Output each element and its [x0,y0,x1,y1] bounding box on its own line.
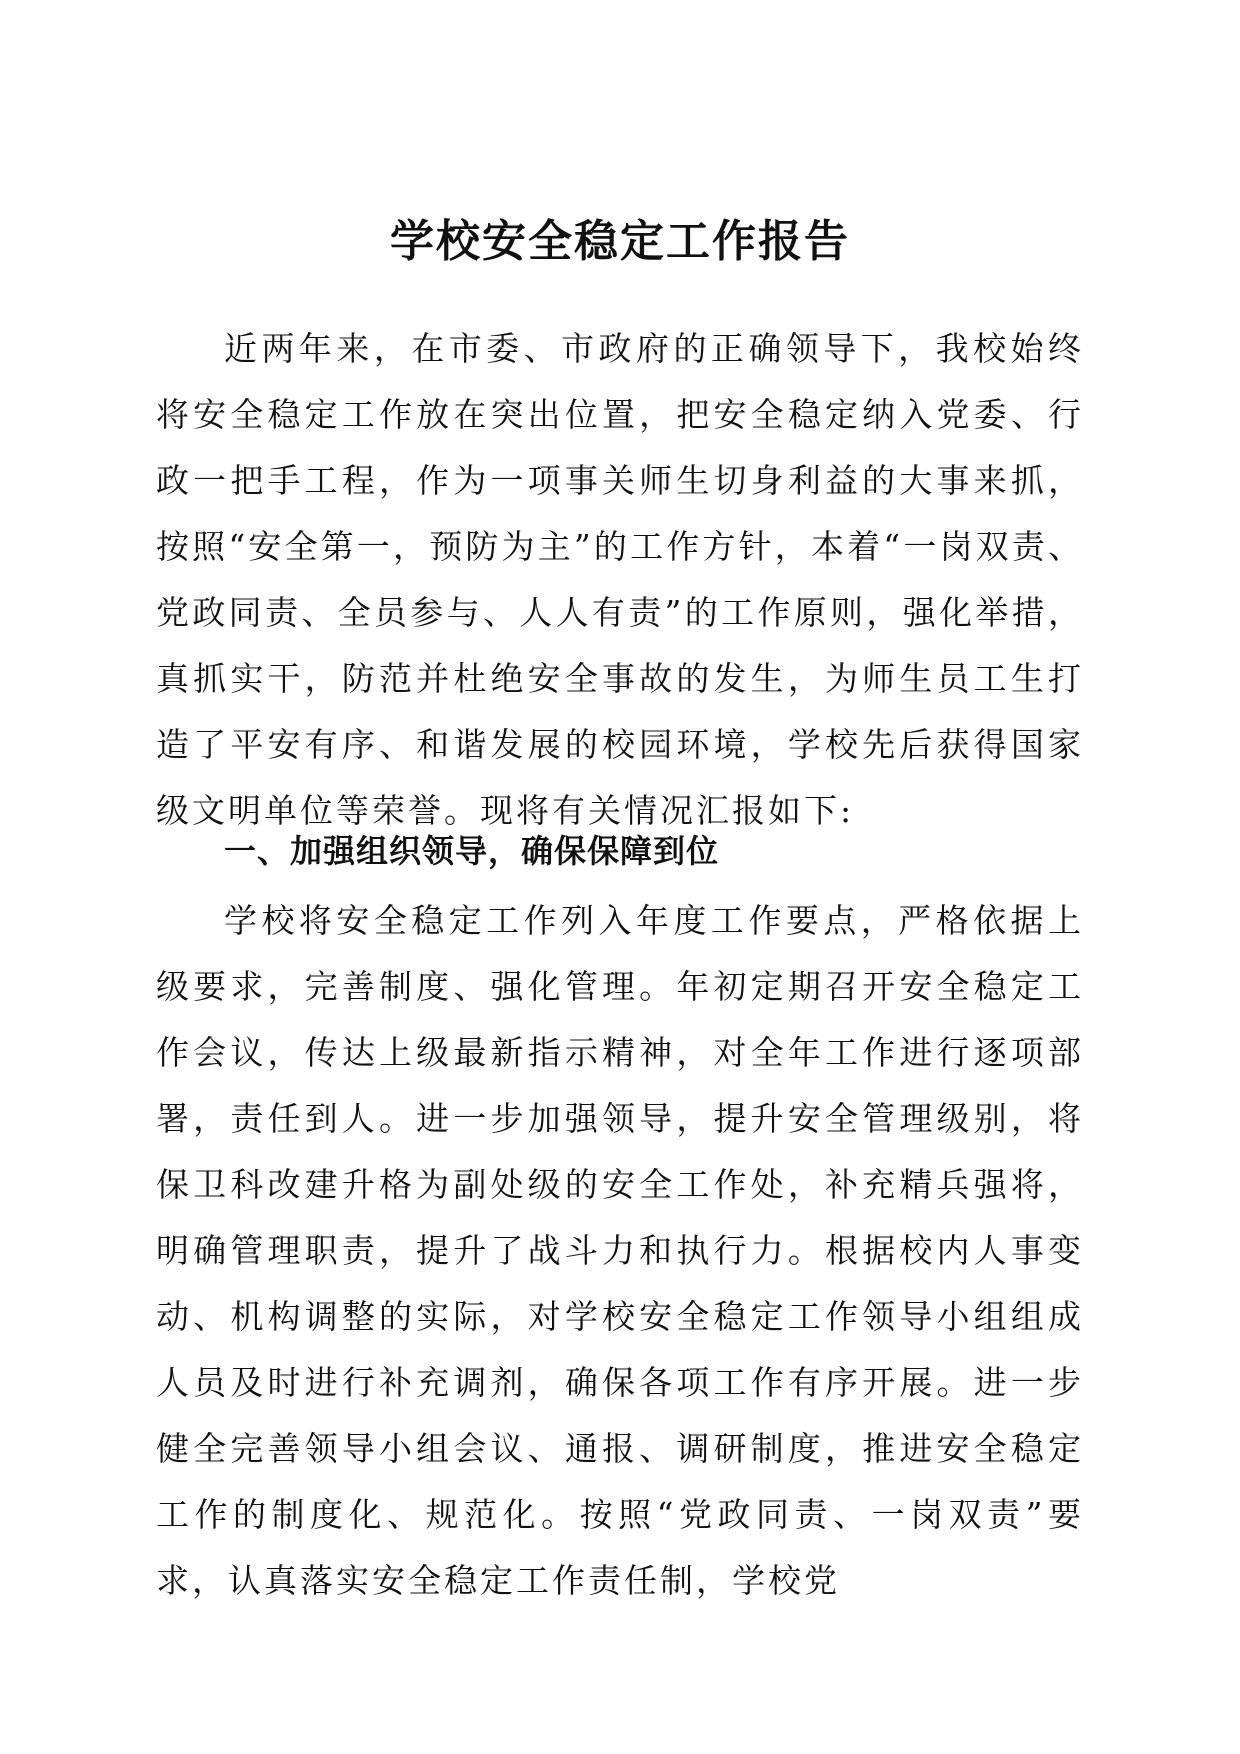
section-1-paragraph: 学校将安全稳定工作列入年度工作要点，严格依据上级要求，完善制度、强化管理。年初定期召开安全稳定工作会议，传达上级最新指示精神，对全年工作进行逐项部署，责任到人。进一步加强领导，提升安全管理级别，将保卫科改建升格为副处级的安全工作处，补充精兵强将，明确管理职责，提升了战斗力和执行力。根据校内人事变动、机构调整的实际，对学校安全稳定工作领导小组组成人员及时进行补充调剂，确保各项工作有序开展。进一步健全完善领导小组会议、通报、调研制度，推进安全稳定工作的制度化、规范化。按照“党政同责、一岗双责”要求，认真落实安全稳定工作责任制，学校党 [156,901,1084,1600]
intro-paragraph: 近两年来，在市委、市政府的正确领导下，我校始终将安全稳定工作放在突出位置，把安全稳定纳入党委、行政一把手工程，作为一项事关师生切身利益的大事来抓，按照“安全第一，预防为主”的工作方针，本着“一岗双责、党政同责、全员参与、人人有责”的工作原则，强化举措，真抓实干，防范并杜绝安全事故的发生，为师生员工生打造了平安有序、和谐发展的校园环境，学校先后获得国家级文明单位等荣誉。现将有关情况汇报如下: [156,329,1084,830]
document-title: 学校安全稳定工作报告 [390,216,850,267]
section-1-heading: 一、加强组织领导，确保保障到位 [224,832,720,870]
